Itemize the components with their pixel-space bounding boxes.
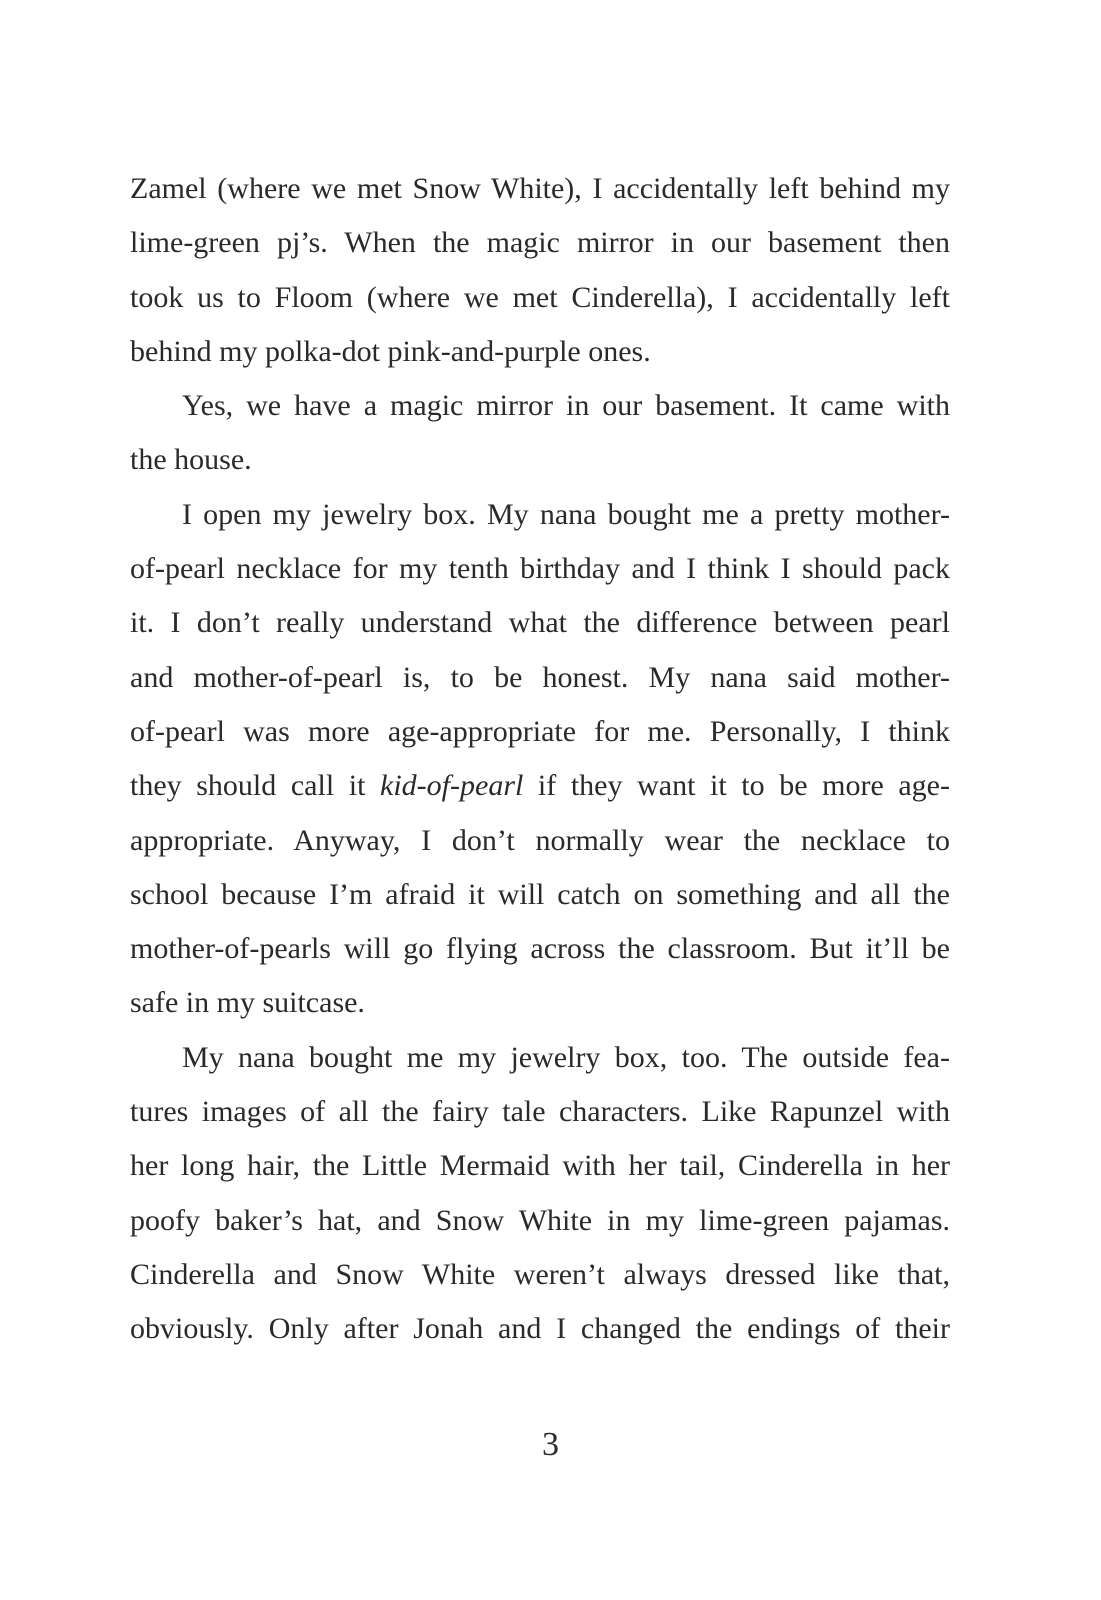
text-line: safe in my suitcase. bbox=[130, 986, 365, 1020]
text-line: took us to Floom (where we met Cinderella), I accidentally left bbox=[130, 280, 950, 314]
text-line: My nana bought me my jewelry box, too. The outside fea- bbox=[182, 1040, 950, 1074]
text-line: of-pearl was more age-appropriate for me. Personally, I think bbox=[130, 714, 950, 748]
text-line: and mother-of-pearl is, to be honest. My nana said mother- bbox=[130, 660, 950, 694]
line-text: they should call it bbox=[130, 769, 381, 803]
text-line: lime-green pj’s. When the magic mirror in our basement then bbox=[130, 226, 950, 260]
line-text: if they want it to be more age- bbox=[523, 769, 950, 803]
text-line: Cinderella and Snow White weren’t always dressed like that, bbox=[130, 1257, 950, 1291]
text-line: obviously. Only after Jonah and I changed the endings of their bbox=[130, 1312, 950, 1346]
italic-term: kid-of-pearl bbox=[380, 769, 524, 803]
body-text bbox=[130, 162, 950, 1357]
text-line: it. I don’t really understand what the difference between pearl bbox=[130, 606, 950, 640]
text-line bbox=[130, 759, 950, 813]
text-line: her long hair, the Little Mermaid with her tail, Cinderella in her bbox=[130, 1149, 950, 1183]
text-line: tures images of all the fairy tale characters. Like Rapunzel with bbox=[130, 1095, 950, 1129]
text-line: Zamel (where we met Snow White), I accidentally left behind my bbox=[130, 172, 950, 205]
text-line: the house. bbox=[130, 443, 252, 477]
text-line: appropriate. Anyway, I don’t normally wear the necklace to bbox=[130, 823, 950, 857]
text-line: school because I’m afraid it will catch on something and all the bbox=[130, 877, 950, 911]
text-line: Yes, we have a magic mirror in our basement. It came with bbox=[182, 389, 950, 423]
text-line: of-pearl necklace for my tenth birthday and I think I should pack bbox=[130, 552, 950, 586]
text-line: poofy baker’s hat, and Snow White in my lime-green pajamas. bbox=[130, 1203, 950, 1237]
text-line: mother-of-pearls will go flying across the classroom. But it’ll be bbox=[130, 932, 950, 966]
text-line: behind my polka-dot pink-and-purple ones. bbox=[130, 334, 651, 368]
page-number: 3 bbox=[542, 1426, 559, 1463]
text-line: I open my jewelry box. My nana bought me a pretty mother- bbox=[182, 497, 950, 531]
